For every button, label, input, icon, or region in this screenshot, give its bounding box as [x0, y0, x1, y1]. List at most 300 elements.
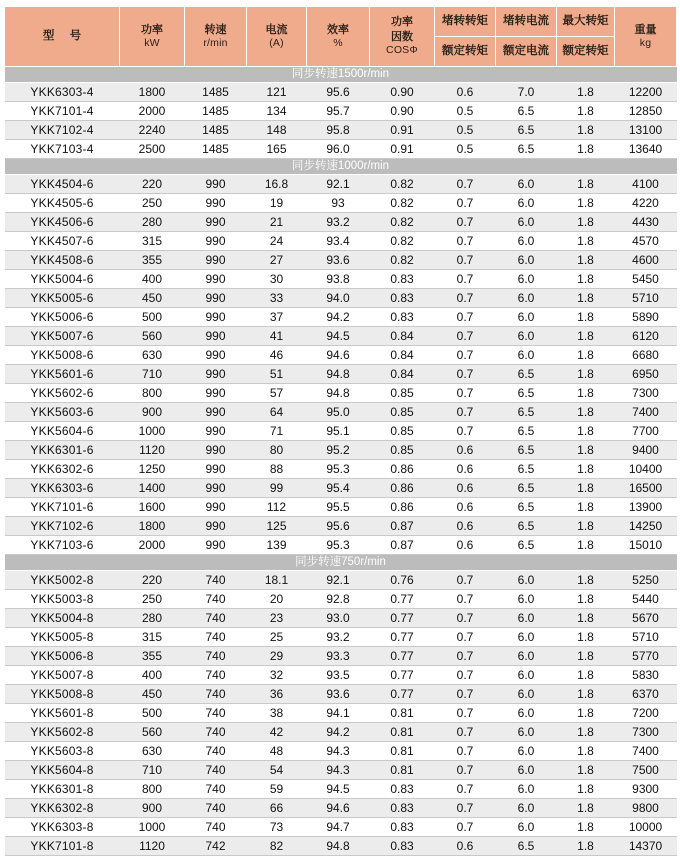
cell-power: 280: [120, 213, 185, 232]
cell-locked-torque-ratio: 0.7: [435, 628, 496, 647]
cell-model: YKK5604-8: [5, 761, 120, 780]
cell-power-factor: 0.82: [370, 194, 435, 213]
cell-locked-current-ratio: 6.0: [496, 761, 557, 780]
cell-speed: 740: [185, 685, 247, 704]
cell-speed: 990: [185, 270, 247, 289]
cell-max-torque-ratio: 1.8: [557, 194, 615, 213]
cell-power: 1400: [120, 479, 185, 498]
cell-power-factor: 0.77: [370, 666, 435, 685]
cell-current: 51: [247, 365, 307, 384]
cell-current: 57: [247, 384, 307, 403]
header-power-unit: kW: [144, 36, 160, 49]
cell-efficiency: 93: [307, 194, 370, 213]
table-row: [5, 761, 677, 780]
cell-speed: 990: [185, 460, 247, 479]
cell-power-factor: 0.77: [370, 590, 435, 609]
cell-efficiency: 95.0: [307, 403, 370, 422]
table-row: [5, 479, 677, 498]
cell-power: 630: [120, 346, 185, 365]
cell-efficiency: 95.2: [307, 441, 370, 460]
section-header-row: [5, 159, 677, 175]
cell-model: YKK5601-6: [5, 365, 120, 384]
cell-model: YKK5601-8: [5, 704, 120, 723]
table-row: [5, 83, 677, 102]
cell-locked-current-ratio: 6.0: [496, 647, 557, 666]
cell-weight: 14370: [615, 837, 677, 856]
section-header-row: [5, 67, 677, 83]
cell-speed: 990: [185, 384, 247, 403]
cell-locked-current-ratio: 6.0: [496, 213, 557, 232]
cell-power: 1000: [120, 818, 185, 837]
cell-locked-current-ratio: 6.0: [496, 590, 557, 609]
cell-weight: 4100: [615, 175, 677, 194]
cell-model: YKK5604-6: [5, 422, 120, 441]
table-row: [5, 742, 677, 761]
cell-max-torque-ratio: 1.8: [557, 799, 615, 818]
cell-speed: 740: [185, 609, 247, 628]
cell-efficiency: 95.8: [307, 121, 370, 140]
cell-power-factor: 0.91: [370, 121, 435, 140]
cell-power: 500: [120, 704, 185, 723]
cell-power-factor: 0.83: [370, 270, 435, 289]
section-title: 同步转速1000r/min: [5, 159, 677, 175]
cell-max-torque-ratio: 1.8: [557, 232, 615, 251]
cell-locked-torque-ratio: 0.6: [435, 441, 496, 460]
cell-power-factor: 0.84: [370, 327, 435, 346]
cell-efficiency: 92.8: [307, 590, 370, 609]
cell-locked-torque-ratio: 0.7: [435, 422, 496, 441]
cell-current: 25: [247, 628, 307, 647]
header-locked-torque-bottom: 额定转矩: [435, 37, 496, 67]
cell-speed: 990: [185, 441, 247, 460]
cell-speed: 990: [185, 289, 247, 308]
cell-weight: 13640: [615, 140, 677, 159]
cell-efficiency: 95.4: [307, 479, 370, 498]
cell-locked-torque-ratio: 0.7: [435, 213, 496, 232]
cell-power-factor: 0.77: [370, 609, 435, 628]
cell-power: 560: [120, 723, 185, 742]
cell-locked-torque-ratio: 0.7: [435, 346, 496, 365]
cell-weight: 7400: [615, 742, 677, 761]
cell-locked-current-ratio: 6.5: [496, 102, 557, 121]
cell-weight: 7700: [615, 422, 677, 441]
cell-speed: 990: [185, 536, 247, 555]
cell-locked-torque-ratio: 0.6: [435, 83, 496, 102]
cell-locked-current-ratio: 6.5: [496, 837, 557, 856]
cell-locked-torque-ratio: 0.7: [435, 571, 496, 590]
cell-speed: 990: [185, 194, 247, 213]
cell-max-torque-ratio: 1.8: [557, 384, 615, 403]
cell-max-torque-ratio: 1.8: [557, 460, 615, 479]
cell-model: YKK7103-6: [5, 536, 120, 555]
cell-speed: 740: [185, 780, 247, 799]
cell-locked-current-ratio: 6.0: [496, 628, 557, 647]
section-header-row: [5, 555, 677, 571]
cell-power: 250: [120, 194, 185, 213]
cell-max-torque-ratio: 1.8: [557, 818, 615, 837]
cell-model: YKK5007-6: [5, 327, 120, 346]
header-efficiency-name: 效率: [327, 23, 349, 36]
cell-locked-torque-ratio: 0.6: [435, 460, 496, 479]
cell-current: 19: [247, 194, 307, 213]
cell-max-torque-ratio: 1.8: [557, 308, 615, 327]
cell-efficiency: 95.3: [307, 460, 370, 479]
section-title: 同步转速750r/min: [5, 555, 677, 571]
cell-efficiency: 95.7: [307, 102, 370, 121]
table-row: [5, 498, 677, 517]
header-weight-name: 重量: [634, 23, 657, 36]
cell-model: YKK5603-8: [5, 742, 120, 761]
header-locked-current-top: 堵转电流: [496, 7, 557, 37]
cell-locked-current-ratio: 7.0: [496, 83, 557, 102]
cell-model: YKK4504-6: [5, 175, 120, 194]
cell-max-torque-ratio: 1.8: [557, 628, 615, 647]
cell-power-factor: 0.90: [370, 83, 435, 102]
header-current-name: 电流: [265, 23, 288, 36]
table-row: [5, 289, 677, 308]
header-power: [120, 7, 185, 67]
cell-model: YKK6302-8: [5, 799, 120, 818]
cell-max-torque-ratio: 1.8: [557, 479, 615, 498]
cell-power: 1120: [120, 441, 185, 460]
cell-max-torque-ratio: 1.8: [557, 289, 615, 308]
header-current-unit: (A): [269, 36, 284, 49]
cell-model: YKK6302-6: [5, 460, 120, 479]
cell-power-factor: 0.84: [370, 346, 435, 365]
cell-current: 73: [247, 818, 307, 837]
cell-power: 1800: [120, 517, 185, 536]
cell-locked-current-ratio: 6.0: [496, 742, 557, 761]
cell-model: YKK5003-8: [5, 590, 120, 609]
cell-model: YKK5004-8: [5, 609, 120, 628]
cell-power-factor: 0.83: [370, 780, 435, 799]
cell-max-torque-ratio: 1.8: [557, 251, 615, 270]
cell-max-torque-ratio: 1.8: [557, 723, 615, 742]
cell-weight: 5890: [615, 308, 677, 327]
cell-weight: 7400: [615, 403, 677, 422]
cell-locked-torque-ratio: 0.7: [435, 251, 496, 270]
cell-power-factor: 0.83: [370, 837, 435, 856]
cell-model: YKK4507-6: [5, 232, 120, 251]
cell-power: 560: [120, 327, 185, 346]
cell-current: 88: [247, 460, 307, 479]
cell-current: 48: [247, 742, 307, 761]
cell-power: 1800: [120, 83, 185, 102]
cell-locked-current-ratio: 6.5: [496, 536, 557, 555]
cell-locked-torque-ratio: 0.7: [435, 799, 496, 818]
cell-power-factor: 0.85: [370, 441, 435, 460]
cell-power: 800: [120, 780, 185, 799]
cell-weight: 9800: [615, 799, 677, 818]
cell-model: YKK5005-6: [5, 289, 120, 308]
cell-locked-current-ratio: 6.0: [496, 704, 557, 723]
cell-max-torque-ratio: 1.8: [557, 685, 615, 704]
table-row: [5, 666, 677, 685]
cell-model: YKK4505-6: [5, 194, 120, 213]
cell-efficiency: 94.6: [307, 346, 370, 365]
cell-current: 27: [247, 251, 307, 270]
cell-current: 71: [247, 422, 307, 441]
cell-power: 710: [120, 365, 185, 384]
cell-model: YKK6303-8: [5, 818, 120, 837]
cell-model: YKK7103-4: [5, 140, 120, 159]
cell-current: 33: [247, 289, 307, 308]
table-row: [5, 327, 677, 346]
table-row: [5, 346, 677, 365]
cell-weight: 5710: [615, 628, 677, 647]
cell-weight: 10400: [615, 460, 677, 479]
cell-weight: 5250: [615, 571, 677, 590]
cell-speed: 990: [185, 422, 247, 441]
cell-current: 121: [247, 83, 307, 102]
cell-current: 23: [247, 609, 307, 628]
cell-locked-current-ratio: 6.0: [496, 251, 557, 270]
cell-speed: 742: [185, 837, 247, 856]
cell-current: 46: [247, 346, 307, 365]
cell-power-factor: 0.77: [370, 685, 435, 704]
cell-weight: 7200: [615, 704, 677, 723]
cell-power: 280: [120, 609, 185, 628]
cell-locked-current-ratio: 6.0: [496, 571, 557, 590]
table-row: [5, 723, 677, 742]
cell-locked-current-ratio: 6.0: [496, 818, 557, 837]
cell-power: 250: [120, 590, 185, 609]
cell-power-factor: 0.83: [370, 308, 435, 327]
cell-locked-current-ratio: 6.0: [496, 232, 557, 251]
cell-max-torque-ratio: 1.8: [557, 536, 615, 555]
cell-model: YKK5008-8: [5, 685, 120, 704]
cell-current: 66: [247, 799, 307, 818]
table-row: [5, 140, 677, 159]
cell-power-factor: 0.83: [370, 799, 435, 818]
cell-speed: 1485: [185, 140, 247, 159]
motor-spec-table: [4, 6, 677, 856]
cell-locked-current-ratio: 6.0: [496, 327, 557, 346]
cell-efficiency: 94.7: [307, 818, 370, 837]
cell-efficiency: 94.5: [307, 780, 370, 799]
cell-efficiency: 96.0: [307, 140, 370, 159]
cell-max-torque-ratio: 1.8: [557, 441, 615, 460]
cell-locked-torque-ratio: 0.7: [435, 384, 496, 403]
cell-power-factor: 0.81: [370, 723, 435, 742]
cell-power-factor: 0.82: [370, 251, 435, 270]
cell-max-torque-ratio: 1.8: [557, 517, 615, 536]
cell-locked-torque-ratio: 0.6: [435, 498, 496, 517]
cell-locked-torque-ratio: 0.7: [435, 780, 496, 799]
cell-model: YKK6303-6: [5, 479, 120, 498]
header-power-factor-line2: 因数: [391, 30, 413, 43]
cell-model: YKK7101-4: [5, 102, 120, 121]
table-row: [5, 517, 677, 536]
cell-locked-torque-ratio: 0.7: [435, 365, 496, 384]
cell-weight: 7300: [615, 723, 677, 742]
cell-weight: 10000: [615, 818, 677, 837]
cell-current: 99: [247, 479, 307, 498]
table-row: [5, 704, 677, 723]
cell-current: 38: [247, 704, 307, 723]
cell-current: 30: [247, 270, 307, 289]
cell-power-factor: 0.85: [370, 422, 435, 441]
cell-locked-torque-ratio: 0.5: [435, 140, 496, 159]
cell-speed: 1485: [185, 83, 247, 102]
cell-weight: 5770: [615, 647, 677, 666]
cell-model: YKK7101-8: [5, 837, 120, 856]
cell-locked-current-ratio: 6.0: [496, 289, 557, 308]
header-power-factor-line1: 功率: [391, 16, 413, 29]
table-row: [5, 251, 677, 270]
cell-speed: 990: [185, 365, 247, 384]
table-row: [5, 685, 677, 704]
cell-locked-current-ratio: 6.0: [496, 270, 557, 289]
cell-efficiency: 94.8: [307, 384, 370, 403]
cell-power-factor: 0.86: [370, 498, 435, 517]
cell-model: YKK5602-6: [5, 384, 120, 403]
cell-weight: 4220: [615, 194, 677, 213]
cell-locked-current-ratio: 6.0: [496, 609, 557, 628]
cell-max-torque-ratio: 1.8: [557, 837, 615, 856]
cell-power-factor: 0.86: [370, 479, 435, 498]
cell-locked-current-ratio: 6.5: [496, 460, 557, 479]
cell-max-torque-ratio: 1.8: [557, 213, 615, 232]
cell-locked-current-ratio: 6.0: [496, 780, 557, 799]
header-weight-unit: kg: [639, 36, 652, 49]
cell-weight: 6950: [615, 365, 677, 384]
cell-power-factor: 0.82: [370, 213, 435, 232]
cell-power-factor: 0.85: [370, 384, 435, 403]
cell-efficiency: 93.6: [307, 251, 370, 270]
table-row: [5, 121, 677, 140]
cell-power: 220: [120, 571, 185, 590]
cell-weight: 7500: [615, 761, 677, 780]
cell-efficiency: 93.2: [307, 628, 370, 647]
cell-power-factor: 0.82: [370, 232, 435, 251]
cell-speed: 990: [185, 479, 247, 498]
cell-power: 900: [120, 799, 185, 818]
cell-power: 355: [120, 251, 185, 270]
cell-locked-current-ratio: 6.0: [496, 308, 557, 327]
cell-locked-torque-ratio: 0.7: [435, 289, 496, 308]
cell-locked-torque-ratio: 0.7: [435, 232, 496, 251]
cell-power-factor: 0.87: [370, 536, 435, 555]
cell-weight: 12850: [615, 102, 677, 121]
table-row: [5, 609, 677, 628]
cell-power: 500: [120, 308, 185, 327]
cell-max-torque-ratio: 1.8: [557, 704, 615, 723]
cell-power-factor: 0.91: [370, 140, 435, 159]
cell-speed: 740: [185, 647, 247, 666]
cell-weight: 13900: [615, 498, 677, 517]
cell-locked-torque-ratio: 0.7: [435, 761, 496, 780]
cell-current: 148: [247, 121, 307, 140]
header-speed-unit: r/min: [203, 36, 228, 49]
header-locked-current-bottom: 额定电流: [496, 37, 557, 67]
cell-power: 450: [120, 289, 185, 308]
cell-model: YKK6303-4: [5, 83, 120, 102]
cell-max-torque-ratio: 1.8: [557, 590, 615, 609]
cell-speed: 740: [185, 723, 247, 742]
cell-max-torque-ratio: 1.8: [557, 102, 615, 121]
cell-efficiency: 94.8: [307, 365, 370, 384]
cell-speed: 990: [185, 308, 247, 327]
cell-locked-torque-ratio: 0.7: [435, 403, 496, 422]
cell-speed: 990: [185, 403, 247, 422]
cell-weight: 16500: [615, 479, 677, 498]
table-row: [5, 441, 677, 460]
header-locked-torque-top: 堵转转矩: [435, 7, 496, 37]
cell-model: YKK5005-8: [5, 628, 120, 647]
cell-efficiency: 94.0: [307, 289, 370, 308]
cell-speed: 740: [185, 761, 247, 780]
cell-model: YKK5008-6: [5, 346, 120, 365]
cell-weight: 9400: [615, 441, 677, 460]
cell-current: 42: [247, 723, 307, 742]
cell-max-torque-ratio: 1.8: [557, 742, 615, 761]
cell-model: YKK5603-6: [5, 403, 120, 422]
cell-weight: 12200: [615, 83, 677, 102]
cell-model: YKK5006-8: [5, 647, 120, 666]
table-row: [5, 270, 677, 289]
cell-power-factor: 0.87: [370, 517, 435, 536]
cell-model: YKK4506-6: [5, 213, 120, 232]
cell-power-factor: 0.83: [370, 289, 435, 308]
cell-power: 315: [120, 232, 185, 251]
cell-max-torque-ratio: 1.8: [557, 270, 615, 289]
cell-model: YKK7101-6: [5, 498, 120, 517]
cell-power: 710: [120, 761, 185, 780]
cell-weight: 13100: [615, 121, 677, 140]
table-row: [5, 194, 677, 213]
header-row-top: [5, 7, 677, 37]
cell-power-factor: 0.84: [370, 365, 435, 384]
cell-locked-current-ratio: 6.5: [496, 422, 557, 441]
cell-weight: 6120: [615, 327, 677, 346]
cell-power-factor: 0.82: [370, 175, 435, 194]
header-efficiency-unit: %: [333, 36, 343, 49]
cell-current: 64: [247, 403, 307, 422]
cell-locked-torque-ratio: 0.5: [435, 102, 496, 121]
cell-max-torque-ratio: 1.8: [557, 327, 615, 346]
cell-current: 134: [247, 102, 307, 121]
table-body: [5, 67, 677, 856]
cell-locked-current-ratio: 6.5: [496, 479, 557, 498]
cell-power: 400: [120, 666, 185, 685]
cell-power-factor: 0.77: [370, 647, 435, 666]
table-header: [5, 7, 677, 67]
table-row: [5, 232, 677, 251]
cell-power: 2500: [120, 140, 185, 159]
cell-weight: 14250: [615, 517, 677, 536]
cell-locked-current-ratio: 6.5: [496, 121, 557, 140]
cell-power: 2000: [120, 536, 185, 555]
cell-model: YKK7102-6: [5, 517, 120, 536]
cell-model: YKK5004-6: [5, 270, 120, 289]
table-row: [5, 460, 677, 479]
cell-power-factor: 0.83: [370, 818, 435, 837]
cell-current: 59: [247, 780, 307, 799]
cell-weight: 5830: [615, 666, 677, 685]
table-row: [5, 102, 677, 121]
cell-locked-torque-ratio: 0.7: [435, 590, 496, 609]
cell-speed: 990: [185, 232, 247, 251]
cell-locked-current-ratio: 6.0: [496, 666, 557, 685]
cell-speed: 740: [185, 742, 247, 761]
header-current: [247, 7, 307, 67]
table-row: [5, 818, 677, 837]
cell-speed: 1485: [185, 102, 247, 121]
cell-weight: 6370: [615, 685, 677, 704]
table-row: [5, 837, 677, 856]
cell-weight: 4600: [615, 251, 677, 270]
